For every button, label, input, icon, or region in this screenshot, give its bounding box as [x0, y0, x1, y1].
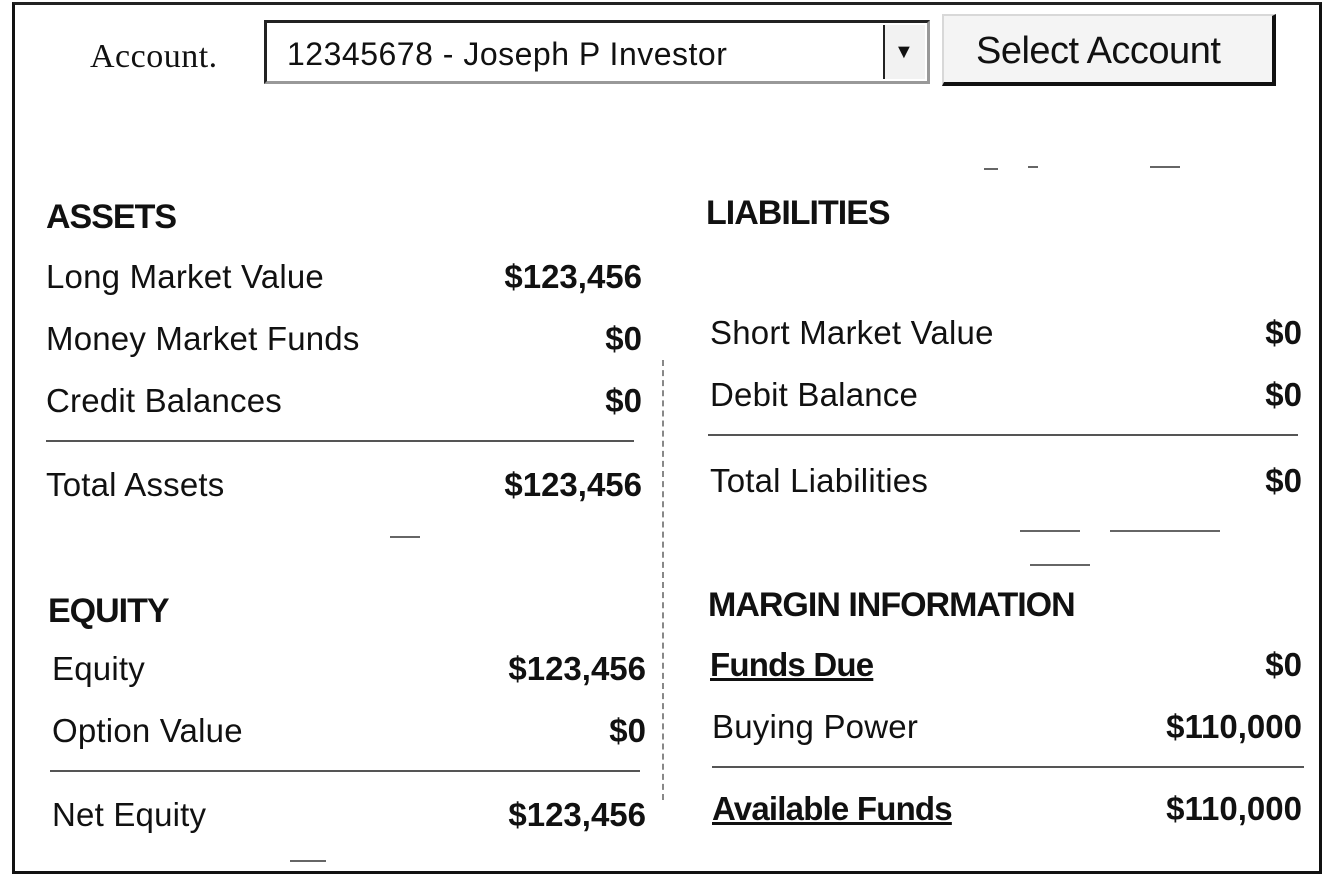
available-funds-value: $110,000: [1166, 790, 1302, 827]
scan-speck: [1020, 530, 1080, 532]
credit-balances-label: Credit Balances: [46, 382, 282, 419]
equity-divider: [50, 770, 640, 772]
assets-heading: ASSETS: [46, 198, 177, 236]
funds-due-link[interactable]: Funds Due: [710, 646, 874, 683]
total-assets-value: $123,456: [504, 466, 642, 503]
assets-row: [46, 382, 642, 426]
credit-balances-value: $0: [605, 382, 642, 419]
option-value-label: Option Value: [52, 712, 243, 749]
margin-divider: [712, 766, 1304, 768]
liabilities-divider: [708, 434, 1298, 436]
short-market-value: $0: [1265, 314, 1302, 351]
scan-speck: [390, 536, 420, 538]
equity-total-row: [52, 796, 646, 840]
liabilities-total-row: [710, 462, 1302, 506]
money-market-funds-label: Money Market Funds: [46, 320, 360, 357]
liabilities-row: [710, 314, 1302, 358]
available-funds-link[interactable]: Available Funds: [712, 790, 952, 827]
total-liabilities-value: $0: [1265, 462, 1302, 499]
scan-speck: [1030, 564, 1090, 566]
dropdown-arrow-button[interactable]: [883, 25, 925, 79]
assets-total-row: [46, 466, 642, 510]
funds-due-value: $0: [1265, 646, 1302, 683]
debit-balance-label: Debit Balance: [710, 376, 919, 413]
margin-total-row: [712, 790, 1302, 834]
assets-divider: [46, 440, 634, 442]
total-assets-label: Total Assets: [46, 466, 225, 503]
debit-balance-value: $0: [1265, 376, 1302, 413]
liabilities-row: [710, 376, 1302, 420]
option-value: $0: [609, 712, 646, 749]
margin-row: [710, 646, 1302, 690]
long-market-value: $123,456: [504, 258, 642, 295]
scan-speck: [1110, 530, 1220, 532]
scan-speck: [290, 860, 326, 862]
select-account-button[interactable]: [942, 14, 1276, 86]
short-market-value-label: Short Market Value: [710, 314, 994, 351]
equity-heading: EQUITY: [48, 592, 169, 630]
buying-power-value: $110,000: [1166, 708, 1302, 745]
chevron-down-icon: ▼: [894, 41, 914, 63]
margin-information-heading: MARGIN INFORMATION: [708, 586, 1075, 624]
assets-row: [46, 320, 642, 364]
margin-row: [712, 708, 1302, 752]
equity-label: Equity: [52, 650, 145, 687]
scan-speck: [984, 168, 998, 170]
equity-value: $123,456: [508, 650, 646, 687]
total-liabilities-label: Total Liabilities: [710, 462, 929, 499]
liabilities-heading: LIABILITIES: [706, 194, 890, 232]
account-label: Account.: [90, 38, 218, 75]
scan-speck: [1028, 166, 1038, 168]
net-equity-label: Net Equity: [52, 796, 207, 833]
money-market-funds-value: $0: [605, 320, 642, 357]
assets-row: [46, 258, 642, 302]
equity-row: [52, 712, 646, 756]
net-equity-value: $123,456: [508, 796, 646, 833]
scan-speck: [1150, 166, 1180, 168]
column-divider: [662, 360, 664, 800]
account-dropdown-value: 12345678 - Joseph P Investor: [287, 36, 728, 72]
equity-row: [52, 650, 646, 694]
account-dropdown[interactable]: [264, 20, 930, 84]
buying-power-label: Buying Power: [712, 708, 919, 745]
long-market-value-label: Long Market Value: [46, 258, 324, 295]
select-account-button-label: Select Account: [976, 30, 1221, 72]
